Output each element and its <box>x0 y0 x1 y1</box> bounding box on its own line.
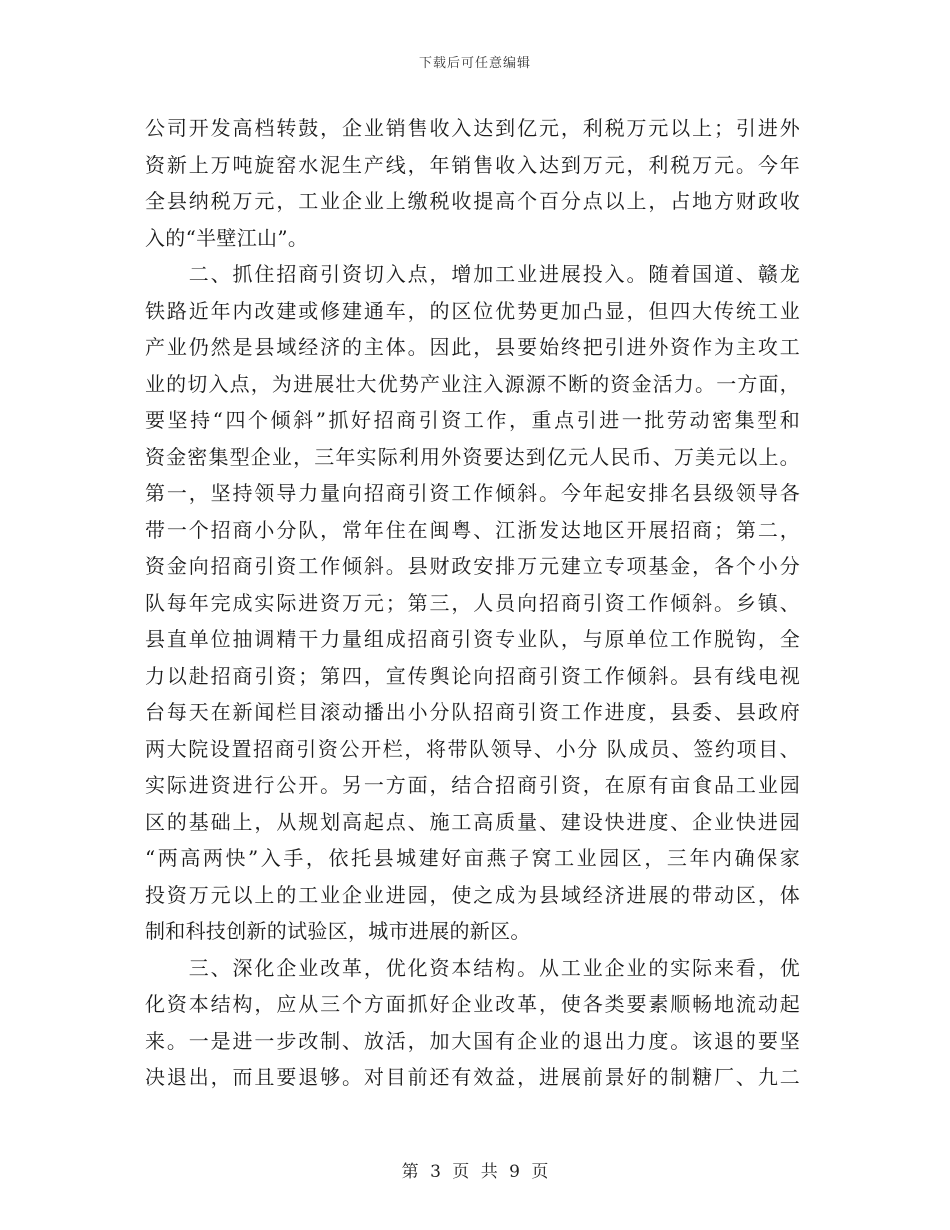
text-line: 决退出，而且要退够。对目前还有效益，进展前景好的制糖厂、九二 <box>145 1065 800 1089</box>
text-line: 入的“半壁江山”。 <box>145 225 309 250</box>
text-line: 队每年完成实际进资万元；第三，人员向招商引资工作倾斜。乡镇、 <box>145 590 800 615</box>
text-line: 来。一是进一步改制、放活，加大国有企业的退出力度。该退的要坚 <box>145 1028 800 1053</box>
text-line: 区的基础上，从规划高起点、施工高质量、建设快进度、企业快进园 <box>145 809 800 834</box>
text-line: 业的切入点，为进展壮大优势产业注入源源不断的资金活力。一方面， <box>145 371 800 396</box>
text-line: 投资万元以上的工业企业进园，使之成为县域经济进展的带动区，体 <box>145 882 800 907</box>
text-line: 两大院设置招商引资公开栏，将带队领导、小分 队成员、签约项目、 <box>145 736 800 761</box>
document-body <box>145 110 800 1096</box>
text-line: 公司开发高档转鼓，企业销售收入达到亿元，利税万元以上；引进外 <box>145 116 800 140</box>
text-line: 制和科技创新的试验区，城市进展的新区。 <box>145 919 531 943</box>
text-line: 资金向招商引资工作倾斜。县财政安排万元建立专项基金，各个小分 <box>145 554 800 578</box>
page-footer: 第 3 页 共 9 页 <box>401 1162 549 1182</box>
text-line: 县直单位抽调精干力量组成招商引资专业队，与原单位工作脱钩，全 <box>145 627 800 651</box>
text-line: 台每天在新闻栏目滚动播出小分队招商引资工作进度，县委、县政府 <box>145 700 800 724</box>
text-line: 二、抓住招商引资切入点，增加工业进展投入。随着国道、赣龙 <box>145 262 800 286</box>
text-line: 铁路近年内改建或修建通车，的区位优势更加凸显，但四大传统工业 <box>145 298 800 323</box>
text-line: 实际进资进行公开。另一方面，结合招商引资，在原有亩食品工业园 <box>145 773 800 797</box>
text-line: 带一个招商小分队，常年住在闽粤、江浙发达地区开展招商；第二， <box>145 517 800 542</box>
text-line: 资新上万吨旋窑水泥生产线，年销售收入达到万元，利税万元。今年 <box>145 152 800 177</box>
text-line: 产业仍然是县域经济的主体。因此，县要始终把引进外资作为主攻工 <box>145 335 800 359</box>
text-line: 力以赴招商引资；第四，宣传舆论向招商引资工作倾斜。县有线电视 <box>145 663 800 688</box>
text-line: 资金密集型企业，三年实际利用外资要达到亿元人民币、万美元以上。 <box>145 444 800 469</box>
text-line: 全县纳税万元，工业企业上缴税收提高个百分点以上，占地方财政收 <box>145 189 800 213</box>
page-header: 下载后可任意编辑 <box>418 56 531 71</box>
text-line: “两高两快”入手，依托县城建好亩燕子窝工业园区，三年内确保家 <box>145 846 800 870</box>
text-line: 要坚持“四个倾斜”抓好招商引资工作，重点引进一批劳动密集型和 <box>145 408 800 432</box>
text-line: 化资本结构，应从三个方面抓好企业改革，使各类要素顺畅地流动起 <box>145 992 800 1016</box>
text-line: 第一，坚持领导力量向招商引资工作倾斜。今年起安排名县级领导各 <box>145 481 800 505</box>
text-line: 三、深化企业改革，优化资本结构。从工业企业的实际来看，优 <box>145 955 800 980</box>
